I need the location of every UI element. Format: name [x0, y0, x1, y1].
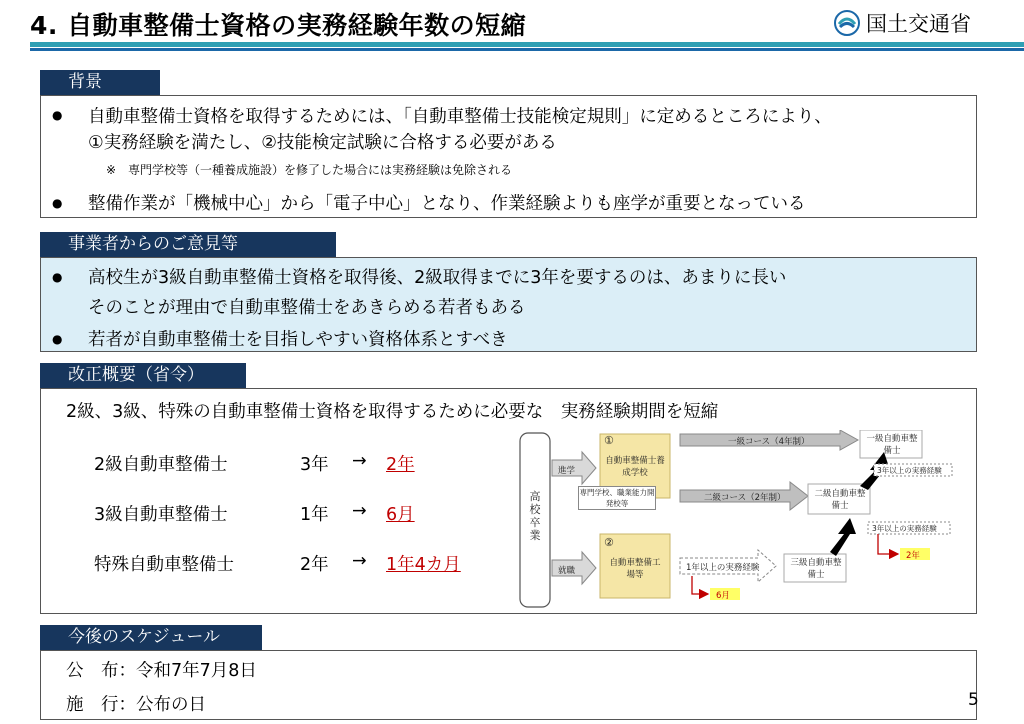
background-note: ※ 専門学校等（一種養成施設）を修了した場合には実務経験は免除される: [106, 163, 513, 177]
experience-a-label: 3年以上の実務経験: [877, 466, 942, 475]
revision-row-arrow: →: [352, 501, 367, 521]
new-2year-label: 2年: [906, 551, 920, 561]
section-heading-revision: 改正概要（省令）: [40, 363, 246, 388]
graduate-label: 高校卒業: [529, 490, 541, 542]
mlit-logo-icon: [834, 10, 860, 36]
revision-row-before: 3年: [300, 455, 329, 475]
advance-label: 進学: [558, 466, 576, 476]
opinions-line-2: そのことが理由で自動車整備士をあきらめる若者もある: [88, 298, 526, 318]
experience-1-label: 1年以上の実務経験: [686, 563, 760, 573]
revision-row-arrow: →: [352, 451, 367, 471]
opinions-line-3: 若者が自動車整備士を目指しやすい資格体系とすべき: [88, 330, 508, 350]
revision-row-label: 3級自動車整備士: [94, 505, 228, 525]
grade-1-label: 一級自動車整備士: [866, 434, 918, 456]
bullet-icon: ●: [52, 332, 63, 346]
background-line-1: 自動車整備士資格を取得するためには、「自動車整備士技能検定規則」に定めるところにより、: [88, 107, 832, 127]
revision-row-before: 1年: [300, 505, 329, 525]
header-rule-teal: [30, 42, 1024, 47]
qualification-path-diagram: [518, 430, 976, 612]
header-rule-blue: [30, 48, 1024, 51]
revision-row-before: 2年: [300, 555, 329, 575]
revision-row-arrow: →: [352, 551, 367, 571]
new-6month-label: 6月: [716, 591, 730, 601]
experience-b-label: 3年以上の実務経験: [872, 524, 937, 533]
school-note: 専門学校、職業能力開発校等: [579, 488, 655, 508]
revision-row-after: 1年4カ月: [386, 555, 461, 575]
ministry-name: 国土交通省: [866, 12, 971, 36]
revision-row-after: 6月: [386, 505, 415, 525]
revision-row-after: 2年: [386, 455, 415, 475]
schedule-line-1: 公 布：令和7年7月8日: [66, 661, 257, 681]
bullet-icon: ●: [52, 196, 63, 210]
revision-row-label: 2級自動車整備士: [94, 455, 228, 475]
course-1-label: 一級コース（4年制）: [728, 437, 810, 447]
opinions-line-1: 高校生が3級自動車整備士資格を取得後、2級取得までに3年を要するのは、あまりに長い: [88, 268, 787, 288]
school-number: ①: [604, 434, 614, 447]
shop-name: 自動車整備工場等: [609, 558, 661, 580]
ministry-logo: [834, 8, 971, 38]
bullet-icon: ●: [52, 108, 63, 122]
course-2-label: 二級コース（2年制）: [704, 493, 786, 503]
grade-2-label: 二級自動車整備士: [814, 489, 866, 511]
diagram-shapes: [518, 430, 976, 612]
employ-label: 就職: [558, 566, 576, 576]
schedule-line-2: 施 行：公布の日: [66, 695, 206, 715]
shop-number: ②: [604, 536, 614, 549]
page-title: 4. 自動車整備士資格の実務経験年数の短縮: [30, 11, 527, 40]
background-line-2: ①実務経験を満たし、②技能検定試験に合格する必要がある: [88, 133, 557, 153]
school-name: 自動車整備士養成学校: [605, 456, 665, 478]
section-heading-background: 背景: [40, 70, 160, 95]
grade-3-label: 三級自動車整備士: [790, 558, 842, 580]
section-heading-schedule: 今後のスケジュール: [40, 625, 262, 650]
section-heading-opinions: 事業者からのご意見等: [40, 232, 336, 257]
page-number: 5: [968, 690, 979, 710]
bullet-icon: ●: [52, 270, 63, 284]
revision-row-label: 特殊自動車整備士: [94, 555, 234, 575]
background-line-3: 整備作業が「機械中心」から「電子中心」となり、作業経験よりも座学が重要となっている: [88, 194, 806, 214]
revision-lead: 2級、3級、特殊の自動車整備士資格を取得するために必要な 実務経験期間を短縮: [66, 402, 719, 422]
